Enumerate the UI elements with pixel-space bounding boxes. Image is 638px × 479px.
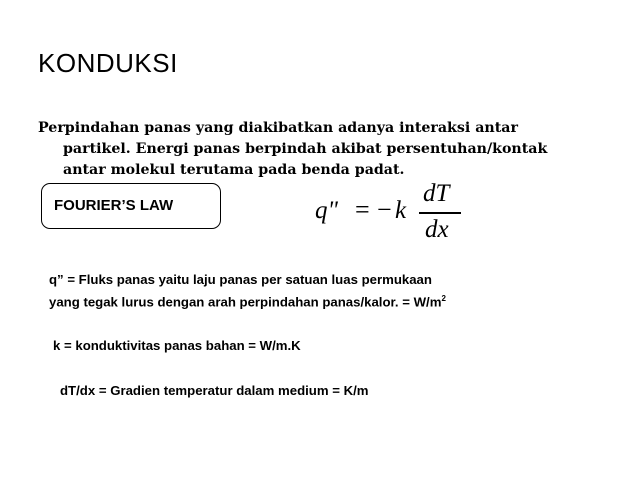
paragraph-line-1: Perpindahan panas yang diakibatkan adanya interaksi antar	[38, 120, 518, 136]
heat-flux-definition-line-1: q” = Fluks panas yaitu laju panas per satuan luas permukaan	[49, 272, 432, 287]
gradient-definition: dT/dx = Gradien temperatur dalam medium = K/m	[60, 383, 369, 398]
heat-flux-definition-line-2	[49, 289, 446, 311]
fourier-law-formula	[315, 180, 465, 250]
formula-denominator: dx	[425, 216, 449, 243]
heat-flux-definition	[49, 270, 446, 311]
definition-paragraph	[38, 118, 586, 181]
formula-numerator: dT	[423, 180, 450, 207]
heat-flux-definition-text: yang tegak lurus dengan arah perpindahan panas/kalor. = W/m	[49, 294, 442, 310]
unit-exponent: 2	[441, 294, 446, 303]
slide-title: KONDUKSI	[38, 48, 178, 78]
formula-heat-flux: q"	[315, 197, 338, 224]
formula-equals: =	[355, 195, 370, 224]
paragraph-line-3: antar molekul terutama pada benda padat.	[63, 162, 405, 178]
formula-conductivity: k	[395, 197, 407, 224]
fraction-bar	[419, 212, 461, 214]
fourier-law-label-box: FOURIER’S LAW	[41, 183, 221, 229]
paragraph-line-2: partikel. Energi panas berpindah akibat persentuhan/kontak	[63, 141, 548, 157]
conductivity-definition: k = konduktivitas panas bahan = W/m.K	[53, 338, 301, 353]
formula-minus: −	[377, 195, 392, 224]
